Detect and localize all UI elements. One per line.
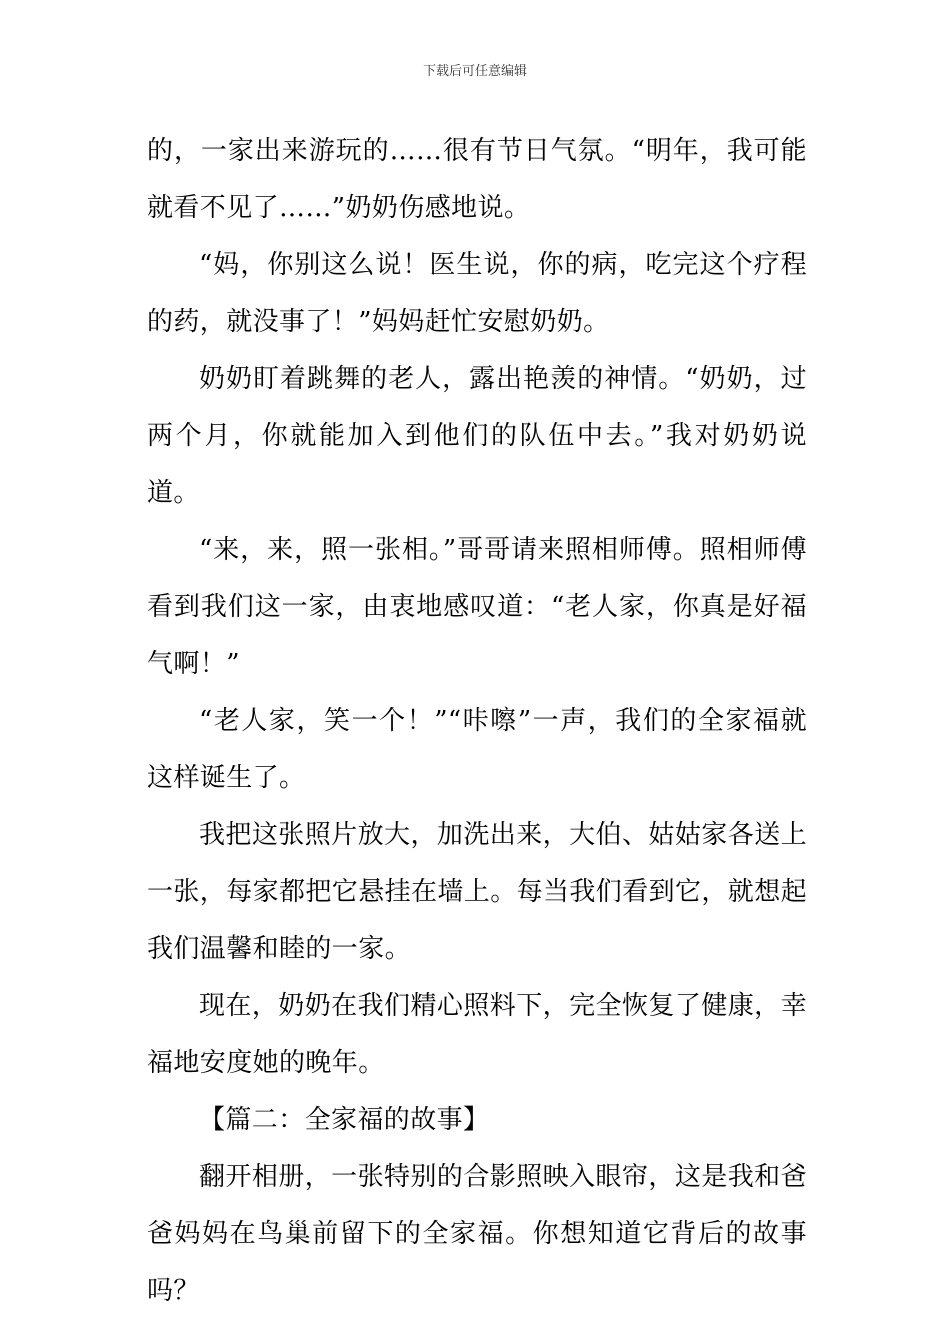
document-body (147, 123, 807, 1320)
paragraph-continued: 的，一家出来游玩的……很有节日气氛。“明年，我可能就看不见了……”奶奶伤感地说。 (147, 136, 807, 223)
paragraph: 我把这张照片放大，加洗出来，大伯、姑姑家各送上一张，每家都把它悬挂在墙上。每当我们看到它，就想起我们温馨和睦的一家。 (147, 820, 808, 964)
paragraph: 现在，奶奶在我们精心照料下，完全恢复了健康，幸福地安度她的晚年。 (147, 991, 807, 1078)
paragraph: “妈，你别这么说！医生说，你的病，吃完这个疗程的药，就没事了！”妈妈赶忙安慰奶奶。 (147, 250, 807, 337)
page-header: 下载后可任意编辑 (422, 64, 527, 79)
paragraph: “来，来，照一张相。”哥哥请来照相师傅。照相师傅看到我们这一家，由衷地感叹道：“老人家，你真是好福气啊！” (147, 535, 807, 679)
paragraph: 翻开相册，一张特别的合影照映入眼帘，这是我和爸爸妈妈在鸟巢前留下的全家福。你想知道它背后的故事吗？ (147, 1162, 807, 1306)
paragraph: 奶奶盯着跳舞的老人，露出艳羡的神情。“奶奶，过两个月，你就能加入到他们的队伍中去。”我对奶奶说道。 (147, 364, 807, 508)
section-heading: 【篇二：全家福的故事】 (199, 1105, 490, 1135)
paragraph: “老人家，笑一个！”“咔嚓”一声，我们的全家福就这样诞生了。 (147, 706, 807, 793)
